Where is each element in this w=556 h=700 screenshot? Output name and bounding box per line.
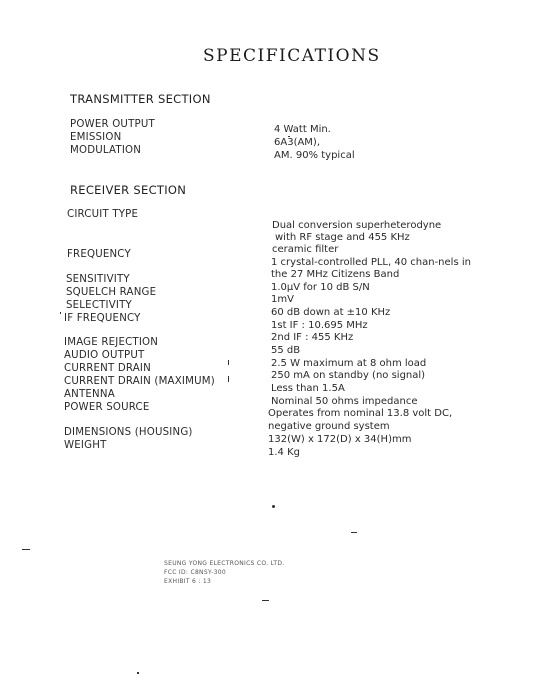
spec-value-circuit-type-3: ceramic filter [272, 244, 339, 255]
scan-mark [22, 549, 30, 550]
spec-label-sensitivity: SENSITIVITY [66, 274, 130, 285]
footer-exhibit: EXHIBIT 6 : 13 [164, 578, 212, 585]
spec-value-image-rejection: 55 dB [271, 345, 301, 356]
spec-value-audio-output: 2.5 W maximum at 8 ohm load [271, 358, 427, 369]
scan-speck [137, 672, 139, 674]
spec-label-power-source: POWER SOURCE [64, 402, 150, 413]
spec-label-current-drain: CURRENT DRAIN [64, 363, 151, 374]
spec-value-power-source-1: Operates from nominal 13.8 volt DC, [268, 408, 453, 419]
scan-mark [228, 376, 229, 382]
spec-label-weight: WEIGHT [64, 440, 107, 451]
spec-value-sensitivity: 1.0µV for 10 dB S/N [271, 282, 370, 293]
page-title: SPECIFICATIONS [203, 46, 381, 66]
spec-value-power-output: 4 Watt Min. [274, 124, 331, 135]
spec-value-dimensions: 132(W) x 172(D) x 34(H)mm [268, 434, 412, 445]
spec-value-if-2nd: 2nd IF : 455 KHz [271, 332, 354, 343]
spec-value-current-drain-maximum: Less than 1.5A [271, 383, 345, 394]
spec-label-antenna: ANTENNA [64, 389, 115, 400]
scan-mark [228, 360, 229, 365]
spec-value-circuit-type-2: with RF stage and 455 KHz [275, 232, 410, 243]
spec-value-circuit-type-1: Dual conversion superheterodyne [272, 220, 442, 231]
spec-label-emission: EMISSION [70, 132, 122, 143]
spec-label-power-output: POWER OUTPUT [70, 119, 155, 130]
scan-speck [272, 505, 275, 508]
spec-value-antenna: Nominal 50 ohms impedance [271, 396, 418, 407]
spec-label-image-rejection: IMAGE REJECTION [64, 337, 159, 348]
spec-value-frequency-2: the 27 MHz Citizens Band [271, 269, 400, 280]
spec-label-squelch-range: SQUELCH RANGE [66, 287, 157, 298]
spec-label-current-drain-maximum: CURRENT DRAIN (MAXIMUM) [64, 376, 215, 387]
spec-value-emission: 6A3(AM), [274, 137, 321, 148]
spec-value-if-1st: 1st IF : 10.695 MHz [271, 320, 368, 331]
spec-value-current-drain: 250 mA on standby (no signal) [271, 370, 426, 381]
footer-company: SEUNG YONG ELECTRONICS CO. LTD. [164, 560, 285, 567]
spec-value-squelch-range: 1mV [271, 294, 294, 305]
spec-value-power-source-2: negative ground system [268, 421, 390, 432]
scan-speck [60, 312, 61, 314]
spec-label-modulation: MODULATION [70, 145, 142, 156]
scan-mark [351, 532, 357, 533]
spec-label-circuit-type: CIRCUIT TYPE [67, 209, 139, 220]
receiver-section-heading: RECEIVER SECTION [70, 183, 187, 197]
spec-label-dimensions: DIMENSIONS (HOUSING) [64, 427, 193, 438]
scan-speck [288, 136, 290, 137]
footer-fcc-id: FCC ID: C8NSY-300 [164, 569, 227, 576]
spec-value-selectivity: 60 dB down at ±10 KHz [271, 307, 391, 318]
spec-label-frequency: FREQUENCY [67, 249, 131, 260]
spec-value-weight: 1.4 Kg [268, 447, 300, 458]
spec-label-audio-output: AUDIO OUTPUT [64, 350, 145, 361]
spec-value-frequency-1: 1 crystal-controlled PLL, 40 chan-nels in [271, 257, 471, 268]
scan-mark [262, 600, 269, 601]
transmitter-section-heading: TRANSMITTER SECTION [70, 92, 211, 106]
spec-value-modulation: AM. 90% typical [274, 150, 355, 161]
spec-label-selectivity: SELECTIVITY [66, 300, 132, 311]
spec-label-if-frequency: IF FREQUENCY [64, 313, 141, 324]
